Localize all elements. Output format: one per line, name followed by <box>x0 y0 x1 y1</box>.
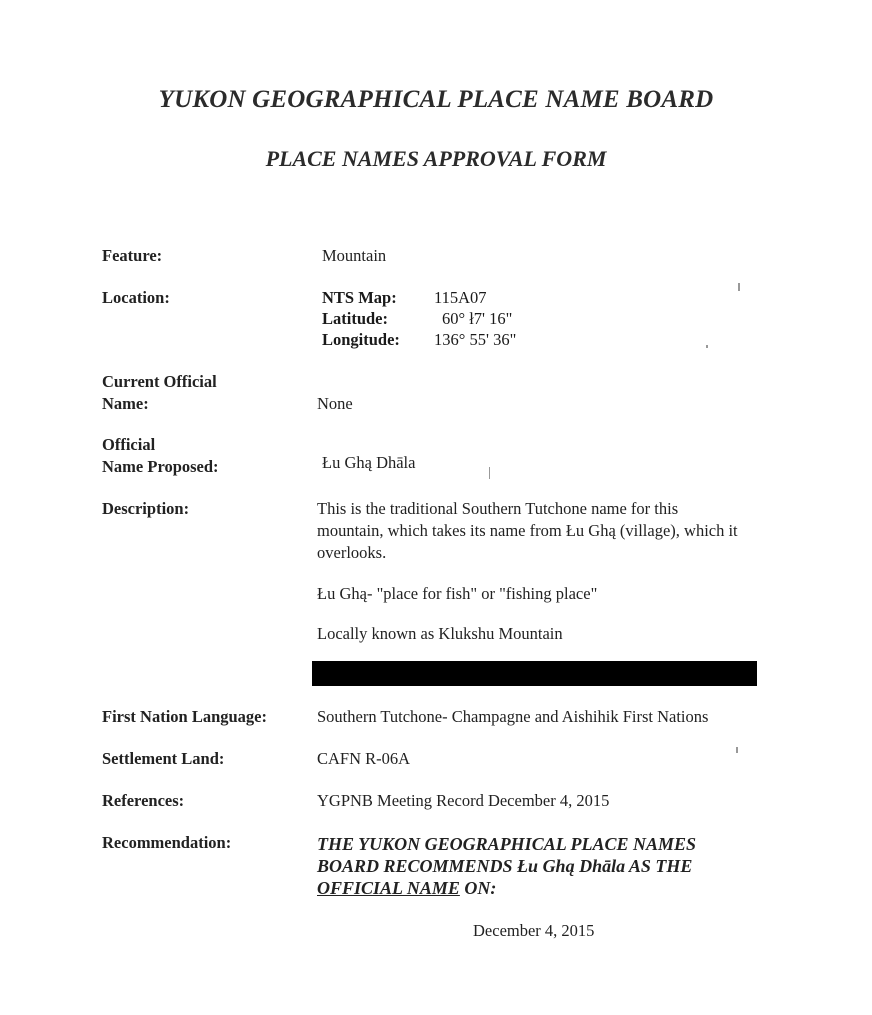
official-name-proposed-label-line1: Official <box>102 435 156 454</box>
description-paragraph-1: This is the traditional Southern Tutchone name for this mountain, which takes its name from Łu Ghą (village), which it overlooks. <box>317 499 738 562</box>
recommendation-line-1: THE YUKON GEOGRAPHICAL PLACE NAMES <box>317 834 697 854</box>
scan-speck <box>738 283 740 291</box>
current-official-name-label-line2: Name: <box>102 394 149 413</box>
longitude-label: Longitude: <box>322 330 400 349</box>
latitude-value: 60° ł7' 16" <box>442 309 513 328</box>
current-official-name-label-line1: Current Official <box>102 372 217 391</box>
scan-speck <box>706 345 708 348</box>
location-label: Location: <box>102 288 170 307</box>
nts-map-row <box>322 287 516 308</box>
first-nation-language-value: Southern Tutchone- Champagne and Aishihik First Nations <box>317 707 709 726</box>
description-paragraph-2: Łu Ghą- "place for fish" or "fishing place" <box>317 584 598 603</box>
scan-speck <box>489 467 490 479</box>
recommendation-line-3-rest: ON: <box>459 878 497 898</box>
latitude-label: Latitude: <box>322 309 388 328</box>
nts-map-value: 115A07 <box>434 288 487 307</box>
official-name-proposed-label-line2: Name Proposed: <box>102 457 219 476</box>
official-name-proposed-label <box>102 434 219 478</box>
official-name-underlined: OFFICIAL NAME <box>317 878 460 898</box>
recommendation-line-2: BOARD RECOMMENDS Łu Ghą Dhāla AS THE <box>317 856 693 876</box>
current-official-name-label <box>102 371 217 415</box>
settlement-land-label: Settlement Land: <box>102 749 225 768</box>
description-label: Description: <box>102 499 190 518</box>
redaction-bar <box>312 661 757 686</box>
first-nation-language-label: First Nation Language: <box>102 707 267 726</box>
scan-speck <box>736 747 738 753</box>
feature-value: Mountain <box>322 246 387 265</box>
recommendation-line-3 <box>317 877 777 899</box>
board-title: YUKON GEOGRAPHICAL PLACE NAME BOARD <box>158 86 714 113</box>
official-name-proposed-value: Łu Ghą Dhāla <box>322 453 416 472</box>
form-title: PLACE NAMES APPROVAL FORM <box>265 146 607 171</box>
feature-label: Feature: <box>102 246 163 265</box>
recommendation-label: Recommendation: <box>102 833 232 852</box>
references-value: YGPNB Meeting Record December 4, 2015 <box>317 791 610 810</box>
settlement-land-value: CAFN R-06A <box>317 749 411 768</box>
recommendation-date: December 4, 2015 <box>473 921 595 940</box>
current-official-name-value: None <box>317 394 353 413</box>
description-paragraph-3: Locally known as Klukshu Mountain <box>317 624 563 643</box>
longitude-value: 136° 55' 36" <box>434 330 517 349</box>
recommendation-text <box>317 833 777 899</box>
references-label: References: <box>102 791 185 810</box>
longitude-row <box>322 329 516 350</box>
latitude-row <box>322 308 516 329</box>
nts-map-label: NTS Map: <box>322 288 397 307</box>
location-table <box>322 287 516 350</box>
